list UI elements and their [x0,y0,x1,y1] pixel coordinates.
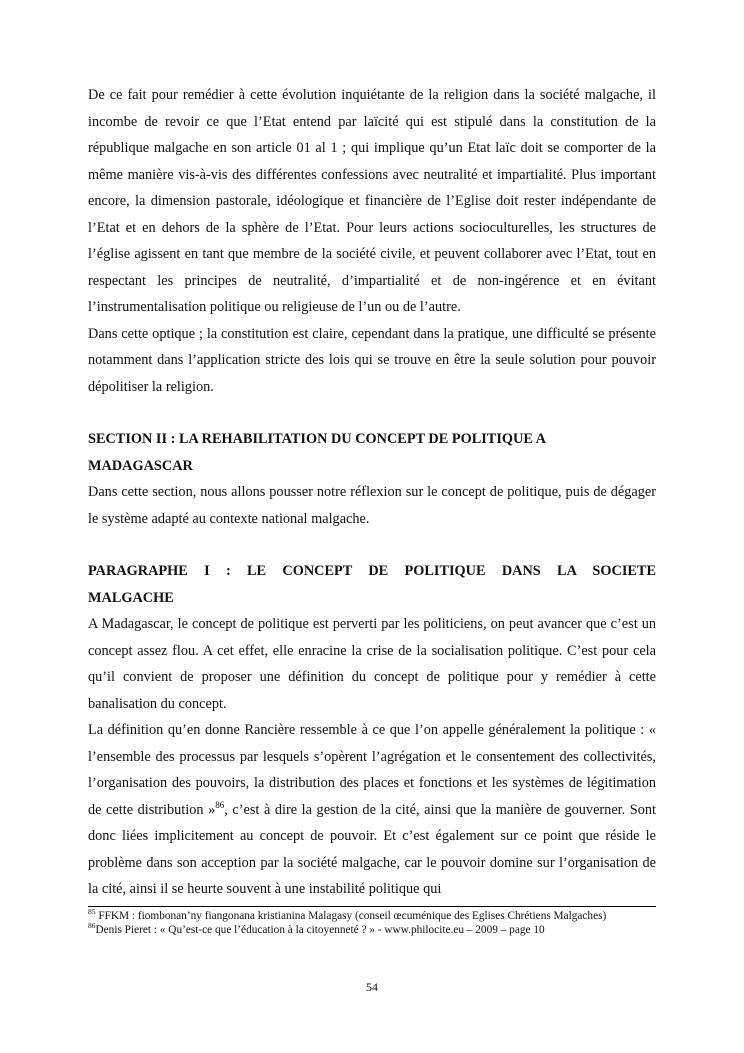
footnote-text: Denis Pieret : « Qu’est-ce que l’éducation à la citoyenneté ? » - www.philocite.eu – 2009 – page 10 [95,923,545,936]
paragraph-heading-line: MALGACHE [88,589,174,606]
body-text: , c’est à dire la gestion de la cité, ainsi que la manière de gouverner. Sont donc liées implicitement au concept de pouvoir. Et c’est également sur ce point que réside le problème dans son acception par la société malgache, car le pouvoir domine sur l’organisation de la cité, ainsi il se heurte souvent à une instabilité politique qui [88,801,657,897]
page-number: 54 [366,980,378,994]
footnote-number: 85 [88,907,96,917]
body-paragraph: Dans cette optique ; la constitution est claire, cependant dans la pratique, une difficulté se présente notamment dans l’application stricte des lois qui se trouve en être la seule solution pour pouvoir dépolitiser la religion. [88,325,656,395]
page-body [88,82,656,903]
footnote-text: FFKM : fiombonan’ny fiangonana kristianina Malagasy (conseil œcuménique des Eglises Chrétiens Malgaches) [95,910,607,922]
paragraph-heading [88,558,656,611]
footnote-number: 86 [88,920,96,930]
footnotes [88,906,656,937]
paragraph-heading-line: PARAGRAPHE I : LE CONCEPT DE POLITIQUE DANS LA SOCIETE [88,563,656,579]
section-heading [88,426,656,479]
body-paragraph: De ce fait pour remédier à cette évolution inquiétante de la religion dans la société malgache, il incombe de revoir ce que l’Etat entend par laïcité qui est stipulé dans la constitution de la république malgache en son article 01 al 1 ; qui implique qu’un Etat laïc doit se comporter de la même manière vis-à-vis des différentes confessions avec neutralité et impartialité. Plus important encore, la dimension pastorale, idéologique et financière de l’Eglise doit rester indépendante de l’Etat et en dehors de la sphère de l’Etat. Pour leurs actions socioculturelles, les structures de l’église agissent en tant que membre de la société civile, et peuvent collaborer avec l’Etat, tout en respectant les principes de neutralité, d’impartialité et de non-ingérence et en évitant l’instrumentalisation politique ou religieuse de l’un ou de l’autre. [88,87,656,315]
body-text: La définition qu’en donne Rancière ressemble à ce que l’on appelle généralement la politique : « l’ensemble des processus par lesquels s’opèrent l’agrégation et le consentement des collectivités, l’organisation des pouvoirs, la distribution des places et fonctions et les systèmes de légitimation de cette distribution » [88,722,656,818]
body-paragraph [88,717,656,903]
section-heading-line: SECTION II : LA REHABILITATION DU CONCEPT DE POLITIQUE A [88,431,546,447]
section-heading-line: MADAGASCAR [88,457,193,474]
body-paragraph: A Madagascar, le concept de politique est perverti par les politiciens, on peut avancer que c’est un concept assez flou. A cet effet, elle enracine la crise de la socialisation politique. C’est pour cela qu’il convient de proposer une définition du concept de politique pour y remédier à cette banalisation du concept. [88,616,656,712]
body-paragraph: Dans cette section, nous allons pousser notre réflexion sur le concept de politique, puis de dégager le système adapté au contexte national malgache. [88,484,656,527]
footnote [88,920,656,938]
footnote [88,907,656,924]
footnote-reference[interactable]: 86 [215,799,225,810]
